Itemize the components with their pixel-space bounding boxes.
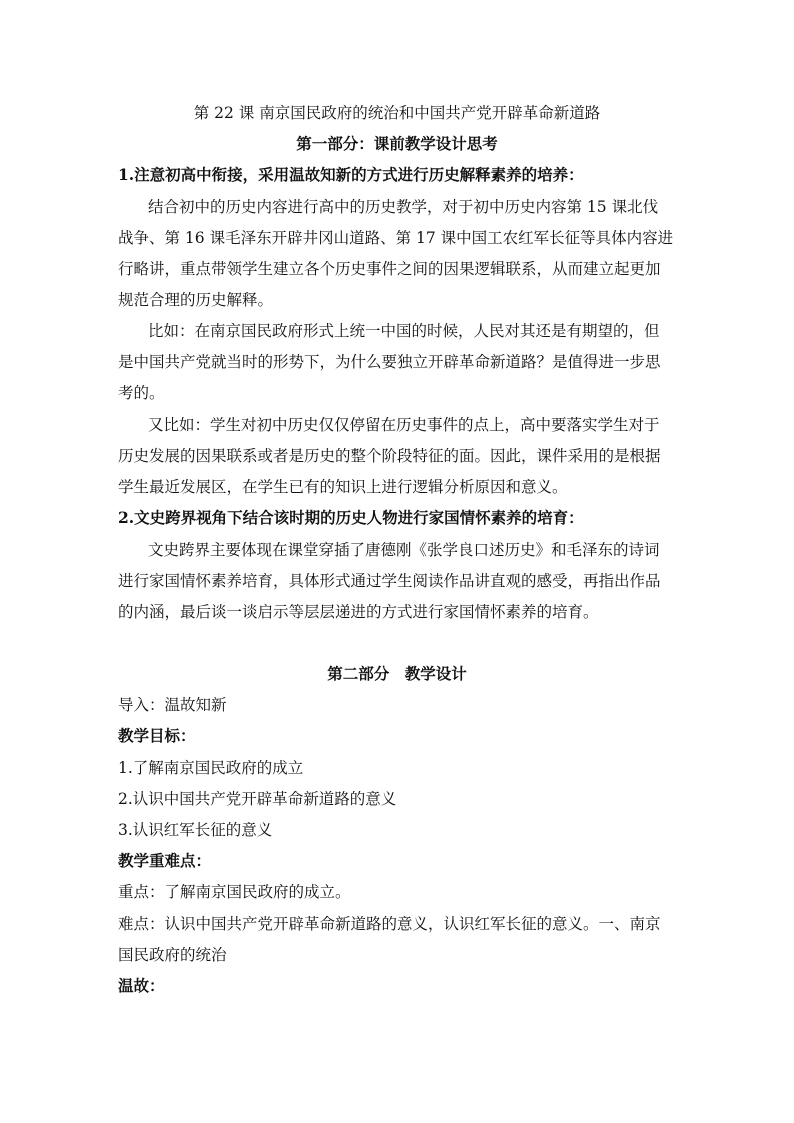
objective-item: 1.了解南京国民政府的成立 [118, 759, 304, 777]
paragraph-line: 历史发展的因果联系或者是历史的整个阶段特征的面。因此，课件采用的是根据 [118, 447, 661, 465]
paragraph-line: 是中国共产党就当时的形势下，为什么要独立开辟革命新道路？是值得进一步思 [118, 353, 661, 371]
review-heading: 温故： [118, 976, 165, 995]
section1-heading: 1.注意初高中衔接，采用温故知新的方式进行历史解释素养的培养： [118, 165, 584, 184]
difficult-point-line: 难点：认识中国共产党开辟革命新道路的意义，认识红军长征的意义。一、南京 [118, 915, 661, 933]
key-points-heading: 教学重难点： [118, 851, 212, 870]
section2-heading: 2.文史跨界视角下结合该时期的历史人物进行家国情怀素养的培育： [118, 508, 584, 527]
lesson-title: 第 22 课 南京国民政府的统治和中国共产党开辟革命新道路 [193, 104, 601, 122]
key-point-line: 重点：了解南京国民政府的成立。 [118, 883, 351, 901]
paragraph-line: 进行家国情怀素养培育，具体形式通过学生阅读作品讲直观的感受，再指出作品 [118, 572, 661, 590]
paragraph-line: 文史跨界主要体现在课堂穿插了唐德刚《张学良口述历史》和毛泽东的诗词 [148, 541, 660, 559]
paragraph-line: 考的。 [118, 384, 165, 402]
objective-item: 3.认识红军长征的意义 [118, 821, 273, 839]
objective-item: 2.认识中国共产党开辟革命新道路的意义 [118, 790, 397, 808]
paragraph-line: 行略讲，重点带领学生建立各个历史事件之间的因果逻辑联系，从而建立起更加 [118, 260, 661, 278]
paragraph-line: 规范合理的历史解释。 [118, 291, 274, 309]
paragraph-line: 战争、第 16 课毛泽东开辟井冈山道路、第 17 课中国工农红军长征等具体内容进 [118, 229, 674, 247]
paragraph-line: 又比如：学生对初中历史仅仅停留在历史事件的点上，高中要落实学生对于 [148, 416, 660, 434]
paragraph-line: 结合初中的历史内容进行高中的历史教学，对于初中历史内容第 15 课北伐 [148, 198, 659, 216]
paragraph-line: 学生最近发展区，在学生已有的知识上进行逻辑分析原因和意义。 [118, 478, 568, 496]
part2-heading: 第二部分 教学设计 [327, 664, 467, 683]
difficult-point-line: 国民政府的统治 [118, 946, 227, 964]
paragraph-line: 的内涵，最后谈一谈启示等层层递进的方式进行家国情怀素养的培育。 [118, 603, 599, 621]
paragraph-line: 比如：在南京国民政府形式上统一中国的时候，人民对其还是有期望的，但 [148, 322, 660, 340]
intro-line: 导入：温故知新 [118, 696, 227, 714]
objectives-heading: 教学目标： [118, 726, 196, 745]
part1-heading: 第一部分：课前教学设计思考 [296, 134, 498, 153]
